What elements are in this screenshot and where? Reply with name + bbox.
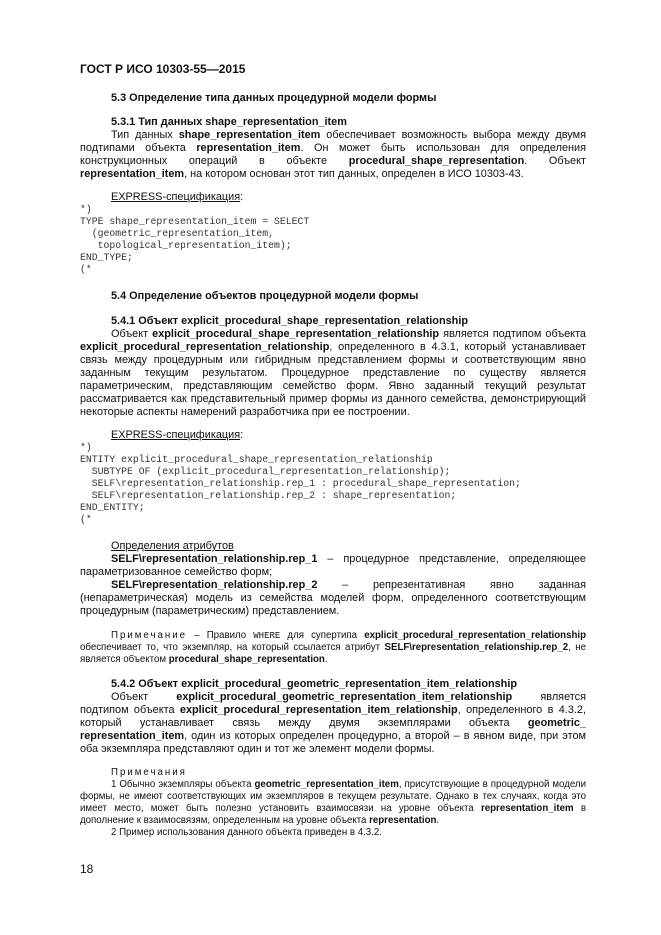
section-5-3-title: 5.3 Определение типа данных процедурной модели формы: [111, 92, 437, 104]
section-5-4-1-title: 5.4.1 Объект explicit_procedural_shape_representation_relationship: [111, 315, 468, 327]
express-spec-label-2: EXPRESS-спецификация:: [111, 429, 244, 441]
section-5-3-1-paragraph: Тип данных shape_representation_item обеспечивает возможность выбора между двумя подтипами объекта representation_item. Он может быть использован для определения конструкционных операций в объекте procedural_shape_representation. Объект representation_item, на котором основан этот тип данных, определен в ИСО 10303-43.: [80, 129, 587, 180]
express-spec-label: EXPRESS-спецификация:: [111, 191, 244, 203]
express-code-type: *) TYPE shape_representation_item = SELECT (geometric_representation_item, topological_representation_item); END_TYPE; (*: [80, 204, 310, 275]
section-5-3-1-title: 5.3.1 Тип данных shape_representation_item: [111, 116, 347, 128]
notes-title: Примечания: [111, 767, 187, 778]
attribute-rep-2: SELF\representation_relationship.rep_2 – репрезентативная явно заданная (непараметрическая) модель из семейства моделей форм, определенного соответствующим процедурным (параметрическим) представлением.: [80, 579, 586, 617]
note-where-rule: Примечание – Правило WHERE для супертипа explicit_procedural_representation_relationship обеспечивает то, что экземпляр, на который ссылается атрибут SELF\representation_relationship.rep_2, не является объектом procedural_shape_representation.: [80, 630, 586, 665]
page-number: 18: [80, 862, 94, 876]
document-header: ГОСТ Р ИСО 10303-55—2015: [80, 62, 246, 76]
section-5-4-2-title: 5.4.2 Объект explicit_procedural_geometric_representation_item_relationship: [111, 678, 518, 690]
attribute-rep-1: SELF\representation_relationship.rep_1 – процедурное представление, определяющее параметризованное семейство форм;: [80, 553, 586, 578]
section-5-4-title: 5.4 Определение объектов процедурной модели формы: [111, 290, 419, 302]
note-1: 1 Обычно экземпляры объекта geometric_representation_item, присутствующие в процедурной модели формы, не имеют соответствующих им экземпляров в текущем результате. Однако в тех случаях, когда это имеет место, может быть полезно установить взаимосвязи на уровне объекта representation_item в дополнение к взаимосвязям, определенным на уровне объекта representation.: [80, 779, 586, 826]
attribute-definitions-title: Определения атрибутов: [111, 540, 234, 552]
section-5-4-2-paragraph: Объект explicit_procedural_geometric_representation_item_relationship является подтипом объекта explicit_procedural_representation_item_relationship, определенного в 4.3.2, который устанавливает связь между двумя экземплярами объекта geometric_ representation_item, один из которых определен процедурно, а второй – в явном виде, при этом оба экземпляра представляют один и тот же элемент модели формы.: [80, 691, 586, 755]
document-body: [80, 92, 586, 839]
express-code-entity: *) ENTITY explicit_procedural_shape_representation_relationship SUBTYPE OF (explicit_procedural_representation_relationship); SELF\representation_relationship.rep_1 : procedural_shape_representation; SELF\representation_relationship.rep_2 : shape_representation; END_ENTITY; (*: [80, 442, 521, 525]
section-5-4-1-paragraph: Объект explicit_procedural_shape_representation_relationship является подтипом объекта explicit_procedural_representation_relationship, определенного в 4.3.1, который устанавливает связь между процедурным или гибридным представлением формы и соответствующим явно заданным текущим результатом. Процедурное представление по существу является параметрическим, представляющим семейство форм. Явно заданный текущий результат рассматривается как представительный пример формы из данного семейства, демонстрирующий некоторые аспекты намерений разработчика при ее построении.: [80, 328, 586, 418]
note-2: 2 Пример использования данного объекта приведен в 4.3.2.: [111, 827, 382, 838]
